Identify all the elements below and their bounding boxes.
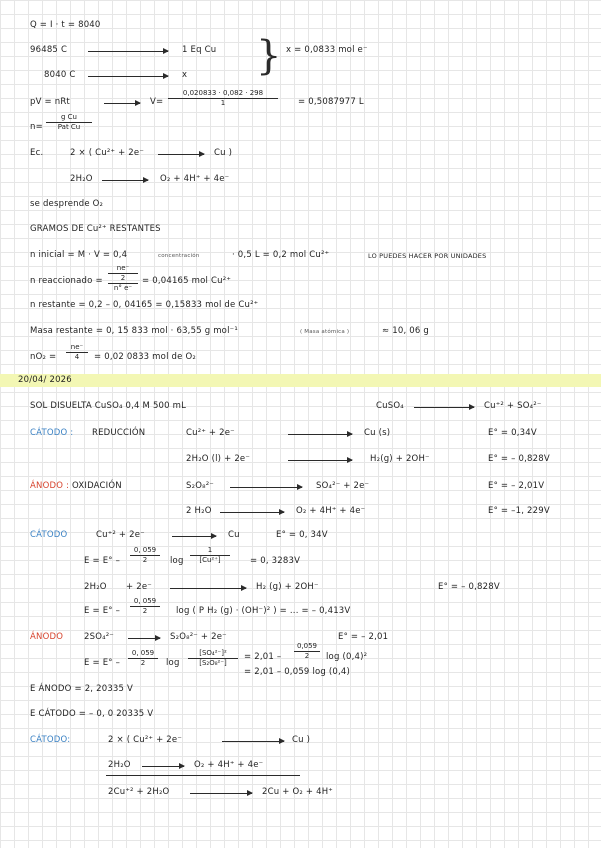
fraction-denominator: 1 <box>220 99 226 107</box>
volume-label: V= <box>150 97 164 107</box>
anode-potential: E ÁNODO = 2, 20335 V <box>30 684 134 694</box>
fraction-denominator: [S₂O₈²⁻] <box>199 659 227 667</box>
oxygen-evolution: O₂ + 4H⁺ + 4e⁻ <box>296 506 366 516</box>
arrow <box>128 638 160 639</box>
date-highlight <box>0 374 601 387</box>
nernst-equation: E = E° – <box>84 556 121 566</box>
fraction-denominator: Pat Cu <box>57 123 81 131</box>
water-reactant-2: 2H₂O <box>108 760 131 770</box>
oxygen-products-2: O₂ + 4H⁺ + 4e⁻ <box>194 760 264 770</box>
moles-electrons: x = 0,0833 mol e⁻ <box>286 45 368 55</box>
copper-solid: Cu (s) <box>364 428 391 438</box>
sulfate-potential: E° = – 2,01V <box>488 481 545 491</box>
copper-product-2: Cu ) <box>292 735 311 745</box>
anode-substitution-2: = 2,01 – 0,059 log (0,4) <box>244 667 351 677</box>
remaining-moles: n restante = 0,2 – 0, 04165 = 0,15833 mol de Cu²⁺ <box>30 300 259 310</box>
nernst-coefficient-4 <box>294 642 320 661</box>
solution-description: SOL DISUELTA CuSO₄ 0,4 M 500 mL <box>30 401 187 411</box>
fraction-denominator: [Cu²⁺] <box>199 556 221 564</box>
fraction-denominator: 4 <box>74 353 80 361</box>
persulfate-product: S₂O₈²⁻ + 2e⁻ <box>170 632 227 642</box>
fraction-denominator: 2 <box>304 652 310 660</box>
nernst-result-2: log ( P H₂ (g) · (OH⁻)² ) = ... = – 0,413V <box>176 606 351 616</box>
copper-half-reaction: 2 × ( Cu²⁺ + 2e⁻ <box>108 735 183 745</box>
oxidation-label: OXIDACIÓN <box>72 481 122 491</box>
hydrogen-potential: E° = – 0,828V <box>438 582 500 592</box>
copper-standard-potential: E° = 0, 34V <box>276 530 328 540</box>
log-argument <box>190 546 230 565</box>
unknown-x: x <box>182 70 188 80</box>
arrow <box>104 103 140 104</box>
reacted-moles-result: = 0,04165 mol Cu²⁺ <box>142 276 232 286</box>
arrow <box>414 407 474 408</box>
log-argument-3 <box>188 649 238 668</box>
equation-label: Ec. <box>30 148 44 158</box>
electrons: + 2e⁻ <box>126 582 152 592</box>
units-note: LO PUEDES HACER POR UNIDADES <box>368 252 487 260</box>
anode-label-2: ÁNODO <box>30 632 64 642</box>
water-species: 2H₂O <box>84 582 107 592</box>
reacted-fraction <box>108 264 138 293</box>
water-oxidation: 2 H₂O <box>186 506 212 516</box>
fraction-numerator: [SO₄²⁻]² <box>188 649 238 659</box>
oxygen-released-note: se desprende O₂ <box>30 199 104 209</box>
reduction-label: REDUCCIÓN <box>92 428 146 438</box>
arrow <box>172 536 216 537</box>
arrow <box>230 487 302 488</box>
right-brace: } <box>256 33 282 79</box>
oxygen-moles-result: = 0,02 0833 mol de O₂ <box>94 352 196 362</box>
sum-line <box>106 775 300 776</box>
cathode-half-reaction: 2 × ( Cu²⁺ + 2e⁻ <box>70 148 145 158</box>
arrow <box>158 154 204 155</box>
cathode-label: CÁTODO : <box>30 428 74 438</box>
faraday-charge: 96485 C <box>30 45 68 55</box>
date-heading: 20/04/ 2026 <box>18 375 72 385</box>
arrow <box>222 741 284 742</box>
fraction-numerator: 0, 059 <box>128 649 158 659</box>
copper-ion-reduction: Cu⁺² + 2e⁻ <box>96 530 145 540</box>
log-value: log (0,4)² <box>326 652 368 662</box>
persulfate-potential: E° = – 2,01 <box>338 632 389 642</box>
log-label-3: log <box>166 658 180 668</box>
charge-8040: 8040 C <box>44 70 76 80</box>
copper-reduction: Cu²⁺ + 2e⁻ <box>186 428 235 438</box>
log-label: log <box>170 556 184 566</box>
fraction-denominator: 2 <box>142 607 148 615</box>
nernst-coefficient-2 <box>130 597 160 616</box>
fraction-denominator: 2 <box>140 659 146 667</box>
arrow <box>190 793 252 794</box>
overall-products: 2Cu + O₂ + 4H⁺ <box>262 787 333 797</box>
arrow <box>102 180 148 181</box>
cathode-label-2: CÁTODO <box>30 530 68 540</box>
copper-potential: E° = 0,34V <box>488 428 537 438</box>
anode-substitution: = 2,01 – <box>244 652 282 662</box>
anode-label: ÁNODO : <box>30 481 70 491</box>
dissociation-products: Cu⁺² + SO₄²⁻ <box>484 401 542 411</box>
fraction-denominator: 2 <box>142 556 148 564</box>
copper-metal: Cu <box>228 530 240 540</box>
fraction-numerator: ne⁻ <box>66 343 88 353</box>
arrow <box>288 460 352 461</box>
charge-equation: Q = I · t = 8040 <box>30 20 101 30</box>
remaining-mass: Masa restante = 0, 15 833 mol · 63,55 g mol⁻¹ <box>30 326 238 336</box>
fraction-numerator: ne⁻ <box>108 264 138 274</box>
nernst-result: = 0, 3283V <box>250 556 301 566</box>
moles-label: n= <box>30 122 43 132</box>
reacted-moles-label: n reaccionado = <box>30 276 103 286</box>
overall-reactants: 2Cu⁺² + 2H₂O <box>108 787 170 797</box>
concentration-note: concentración <box>158 253 200 259</box>
remaining-grams-heading: GRAMOS DE Cu²⁺ RESTANTES <box>30 224 161 234</box>
fraction-denominator: n° e⁻ <box>113 284 133 292</box>
fraction-numerator: 0,020833 · 0,082 · 298 <box>168 89 278 99</box>
arrow <box>88 51 168 52</box>
atomic-mass-note: ( Masa atómica ) <box>300 329 350 335</box>
nernst-equation-2: E = E° – <box>84 606 121 616</box>
persulfate-ion: S₂O₈²⁻ <box>186 481 214 491</box>
arrow <box>288 434 352 435</box>
cathode-potential: E CÁTODO = – 0, 0 20335 V <box>30 709 154 719</box>
arrow <box>170 588 246 589</box>
volume-result: = 0,5087977 L <box>298 97 364 107</box>
fraction-numerator: 1 <box>190 546 230 556</box>
water-reduction-potential: E° = – 0,828V <box>488 454 550 464</box>
nernst-coefficient <box>130 546 160 565</box>
oxygen-products: O₂ + 4H⁺ + 4e⁻ <box>160 174 230 184</box>
hydrogen-hydroxide: H₂ (g) + 2OH⁻ <box>256 582 319 592</box>
copper-sulfate: CuSO₄ <box>376 401 404 411</box>
nernst-coefficient-3 <box>128 649 158 668</box>
cathode-label-3: CÁTODO: <box>30 735 71 745</box>
oxygen-fraction <box>66 343 88 362</box>
fraction-numerator: 0, 059 <box>130 546 160 556</box>
arrow <box>220 512 284 513</box>
ideal-gas-law: pV = nRt <box>30 97 70 107</box>
arrow <box>88 76 168 77</box>
hydrogen-products: H₂(g) + 2OH⁻ <box>370 454 430 464</box>
copper-product: Cu ) <box>214 148 233 158</box>
water-reactant: 2H₂O <box>70 174 93 184</box>
moles-fraction <box>46 113 92 132</box>
volume-fraction <box>168 89 278 108</box>
fraction-numerator: g Cu <box>46 113 92 123</box>
initial-moles-result: · 0,5 L = 0,2 mol Cu²⁺ <box>232 250 330 260</box>
fraction-numerator: 0,059 <box>294 642 320 652</box>
arrow <box>142 766 184 767</box>
fraction-numerator: 0, 059 <box>130 597 160 607</box>
remaining-mass-result: ≈ 10, 06 g <box>382 326 429 336</box>
fraction-middle: 2 <box>108 274 138 284</box>
sulfate-oxidation: SO₄²⁻ + 2e⁻ <box>316 481 370 491</box>
nernst-equation-3: E = E° – <box>84 658 121 668</box>
water-oxidation-potential: E° = –1, 229V <box>488 506 550 516</box>
oxygen-moles-label: nO₂ = <box>30 352 57 362</box>
sulfate-reactant: 2SO₄²⁻ <box>84 632 114 642</box>
water-reduction: 2H₂O (l) + 2e⁻ <box>186 454 251 464</box>
equivalent-cu: 1 Eq Cu <box>182 45 217 55</box>
initial-moles: n inicial = M · V = 0,4 <box>30 250 128 260</box>
